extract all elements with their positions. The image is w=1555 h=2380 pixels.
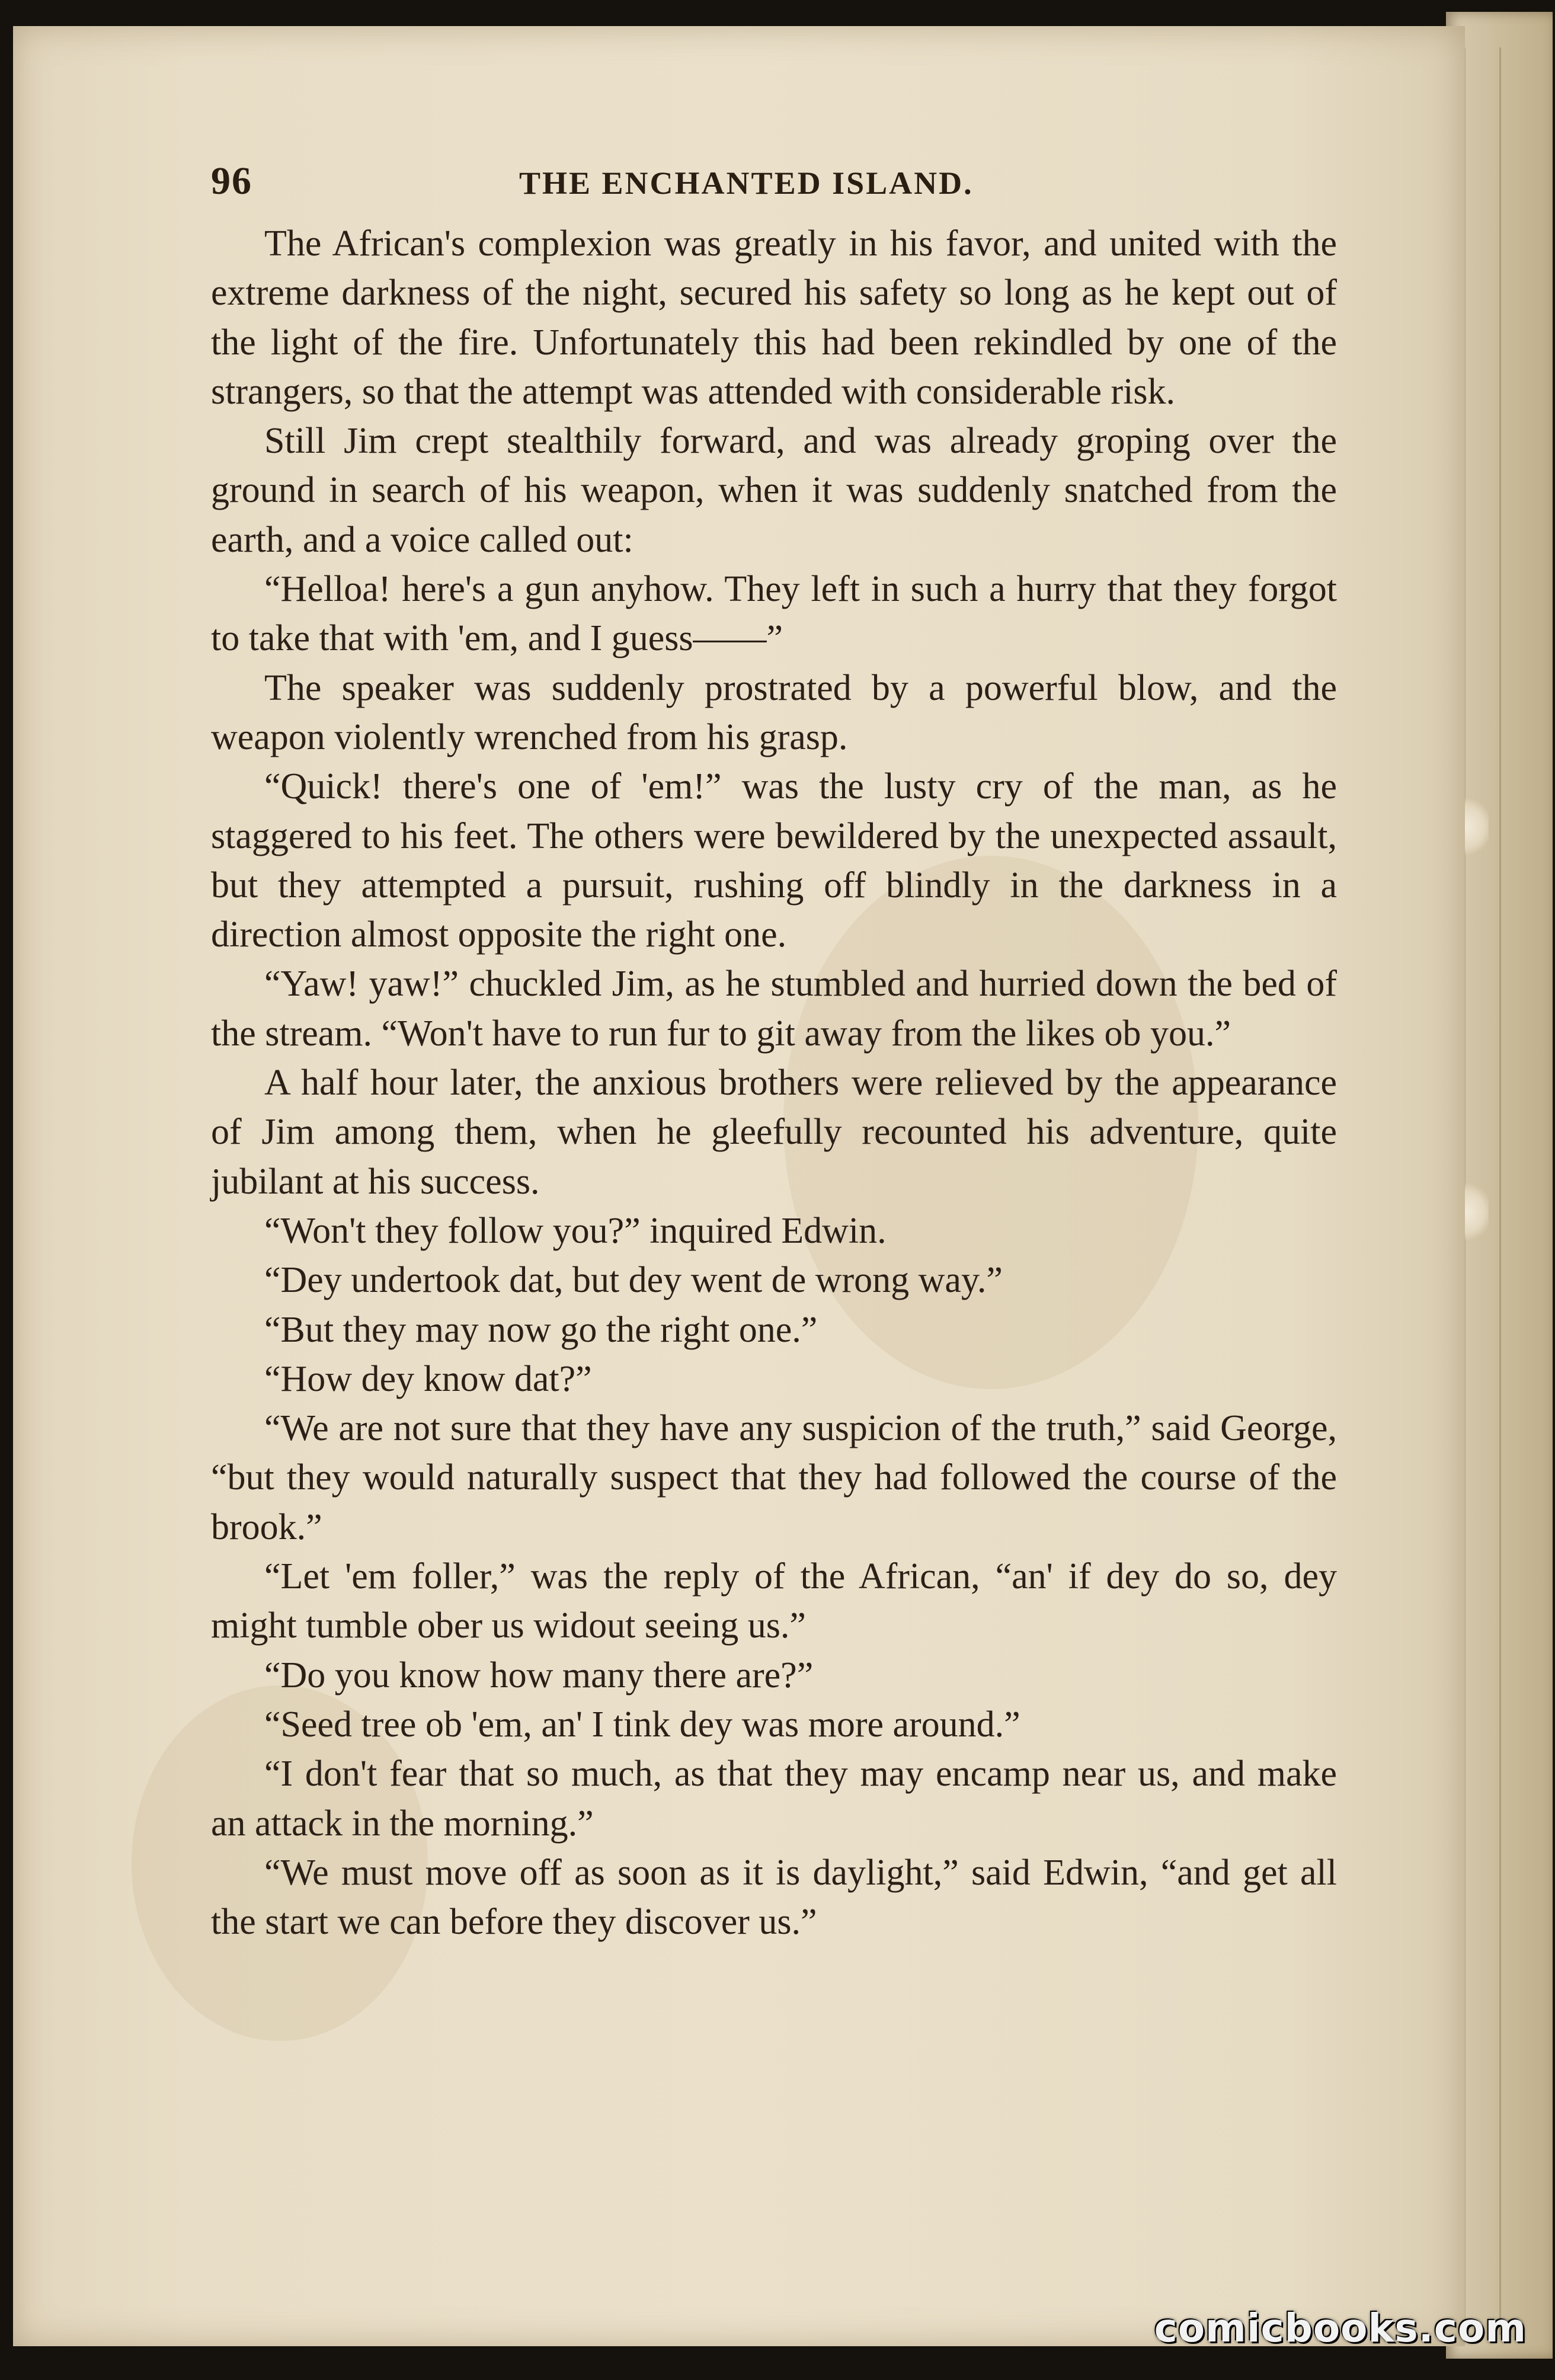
running-head bbox=[211, 159, 1396, 212]
paragraph: “But they may now go the right one.” bbox=[264, 1309, 818, 1350]
paragraph: “Do you know how many there are?” bbox=[264, 1655, 814, 1696]
paragraph: “We are not sure that they have any suspicion of the truth,” said George, “but they would naturally suspect that they had followed the course of the brook.” bbox=[211, 1408, 1337, 1547]
watermark-logo: comicbooks.com bbox=[1154, 2305, 1527, 2351]
paragraph: “Yaw! yaw!” chuckled Jim, as he stumbled and hurried down the bed of the stream. “Won't have to run fur to git away from the likes ob you.” bbox=[211, 964, 1337, 1054]
paragraph: A half hour later, the anxious brothers were relieved by the appearance of Jim among them, when he gleefully recounted his adventure, quite jubilant at his success. bbox=[211, 1063, 1337, 1202]
book-title-header: THE ENCHANTED ISLAND. bbox=[519, 165, 974, 201]
paragraph: Still Jim crept stealthily forward, and was already groping over the ground in search of his weapon, when it was suddenly snatched from the earth, and a voice called out: bbox=[211, 421, 1337, 560]
paragraph: “Helloa! here's a gun anyhow. They left in such a hurry that they forgot to take that with 'em, and I guess——” bbox=[211, 569, 1337, 659]
page-number: 96 bbox=[211, 159, 252, 203]
paragraph: The speaker was suddenly prostrated by a powerful blow, and the weapon violently wrenched from his grasp. bbox=[211, 667, 1337, 757]
paragraph: “Quick! there's one of 'em!” was the lusty cry of the man, as he staggered to his feet. The others were bewildered by the unexpected assault, but they attempted a pursuit, rushing off blindly in the darkness in a direction almost opposite the right one. bbox=[211, 766, 1337, 955]
paragraph: “Won't they follow you?” inquired Edwin. bbox=[264, 1210, 887, 1251]
paragraph: “Seed tree ob 'em, an' I tink dey was more around.” bbox=[264, 1704, 1020, 1745]
paragraph: “Let 'em foller,” was the reply of the African, “an' if dey do so, dey might tumble ober us widout seeing us.” bbox=[211, 1556, 1337, 1646]
paragraph: The African's complexion was greatly in his favor, and united with the extreme darkness of the night, secured his safety so long as he kept out of the light of the fire. Unfortunately this had been rekindled by one of the strangers, so that the attempt was attended with considerable risk. bbox=[211, 223, 1337, 412]
paragraph: “Dey undertook dat, but dey went de wrong way.” bbox=[264, 1260, 1003, 1301]
paragraph: “How dey know dat?” bbox=[264, 1358, 592, 1399]
edge-line bbox=[1499, 47, 1501, 2335]
paragraph: “I don't fear that so much, as that they may encamp near us, and make an attack in the morning.” bbox=[211, 1754, 1337, 1844]
paragraph: “We must move off as soon as it is daylight,” said Edwin, “and get all the start we can before they discover us.” bbox=[211, 1852, 1337, 1943]
body-text bbox=[211, 219, 1337, 1947]
